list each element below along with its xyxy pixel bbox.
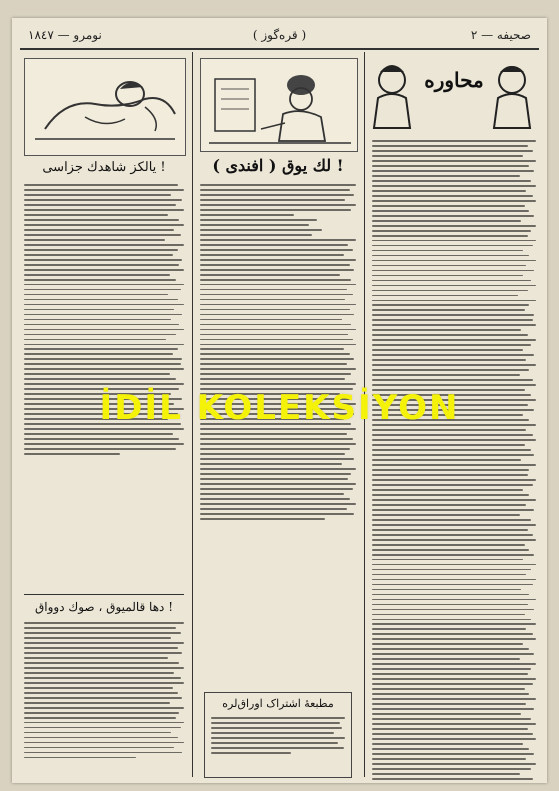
notice-box-text: [211, 717, 345, 754]
newspaper-page: [12, 18, 547, 783]
right-column-title: محاوره: [424, 68, 484, 92]
page-number: صحیفه — ۲: [470, 28, 531, 42]
notice-box-title: مطبعهٔ اشتراک اوراق‌لره: [222, 697, 334, 710]
right-column-text: [372, 140, 536, 780]
publication-name: ( قره‌گوز ): [252, 28, 307, 42]
reclining-man-illustration: [25, 59, 185, 155]
left-column-subtitle: دها قالمیوق ، صوك دوواق !: [34, 600, 174, 614]
masthead-rule: [20, 48, 539, 50]
left-column-text-2: [24, 622, 184, 758]
watermark: İDİL KOLEKSİYON: [99, 388, 460, 428]
issue-number: نومرو — ۱۸٤۷: [28, 28, 102, 42]
masthead: [22, 24, 537, 46]
left-column-title: یالکز شاهدك جزاسی !: [42, 160, 166, 175]
left-section-rule: [24, 594, 184, 595]
middle-column-title: ( افندی ) لك یوق !: [212, 156, 344, 175]
middle-column-illustration: [200, 58, 358, 152]
left-column-illustration: [24, 58, 186, 156]
notice-box: [204, 692, 352, 778]
seated-men-illustration: [201, 59, 357, 151]
middle-column-text: [200, 184, 356, 520]
